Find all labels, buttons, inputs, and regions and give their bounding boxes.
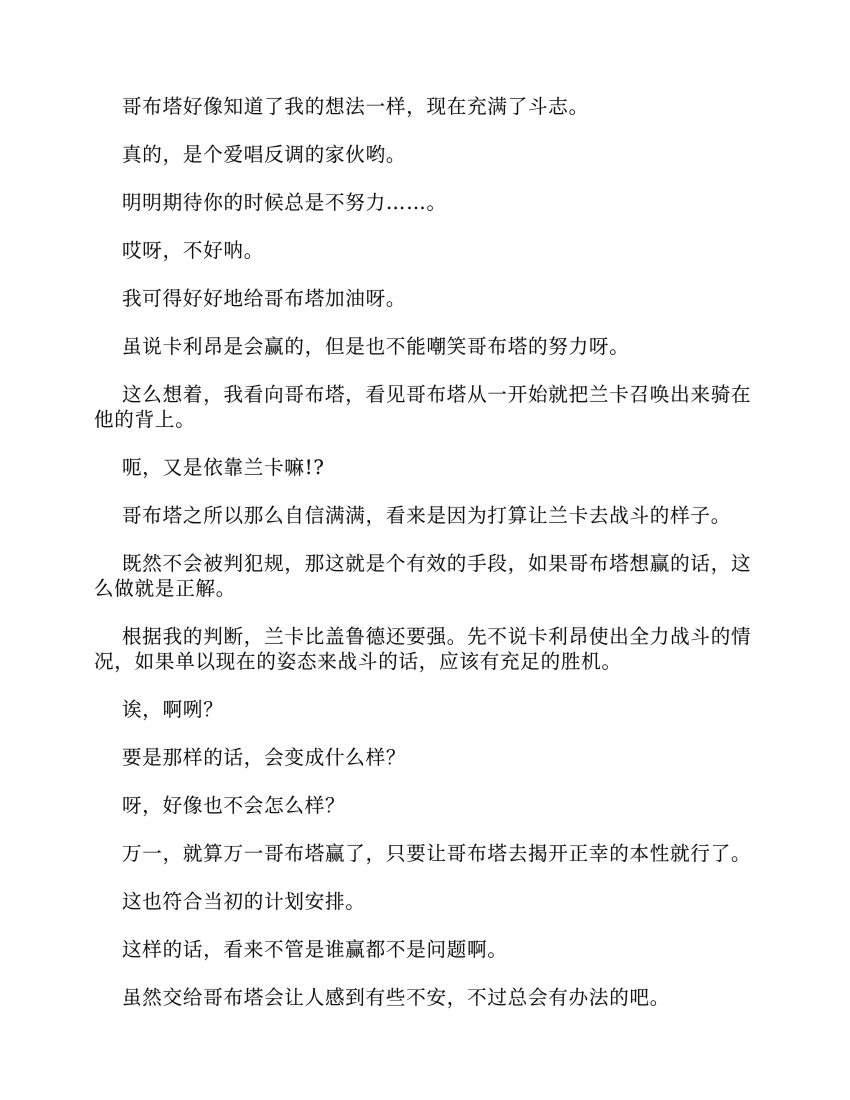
paragraph: 哎呀，不好呐。 (122, 239, 265, 262)
document-page (94, 94, 758, 1033)
paragraph: 这么想着，我看向哥布塔，看见哥布塔从一开始就把兰卡召唤出来骑在他的背上。 (94, 383, 752, 431)
paragraph: 要是那样的话，会变成什么样？ (122, 746, 407, 769)
paragraph: 虽说卡利昂是会赢的，但是也不能嘲笑哥布塔的努力呀。 (122, 335, 630, 358)
paragraph: 这也符合当初的计划安排。 (122, 890, 366, 913)
paragraph: 哥布塔好像知道了我的想法一样，现在充满了斗志。 (122, 95, 589, 118)
paragraph: 明明期待你的时候总是不努力……。 (122, 191, 447, 214)
paragraph: 既然不会被判犯规，那这就是个有效的手段，如果哥布塔想赢的话，这么做就是正解。 (94, 552, 752, 600)
paragraph: 诶，啊咧？ (122, 698, 224, 721)
paragraph: 这样的话，看来不管是谁赢都不是问题啊。 (122, 938, 508, 961)
paragraph: 呀，好像也不会怎么样？ (122, 794, 346, 817)
paragraph: 根据我的判断，兰卡比盖鲁德还要强。先不说卡利昂使出全力战斗的情况，如果单以现在的姿态来战斗的话，应该有充足的胜机。 (94, 625, 752, 673)
paragraph: 哥布塔之所以那么自信满满，看来是因为打算让兰卡去战斗的样子。 (122, 504, 732, 527)
paragraph: 我可得好好地给哥布塔加油呀。 (122, 287, 407, 310)
paragraph: 虽然交给哥布塔会让人感到有些不安，不过总会有办法的吧。 (122, 986, 671, 1009)
paragraph: 万一，就算万一哥布塔赢了，只要让哥布塔去揭开正幸的本性就行了。 (122, 842, 752, 865)
paragraph: 真的，是个爱唱反调的家伙哟。 (122, 143, 407, 166)
paragraph: 呃，又是依靠兰卡嘛!? (122, 456, 325, 479)
